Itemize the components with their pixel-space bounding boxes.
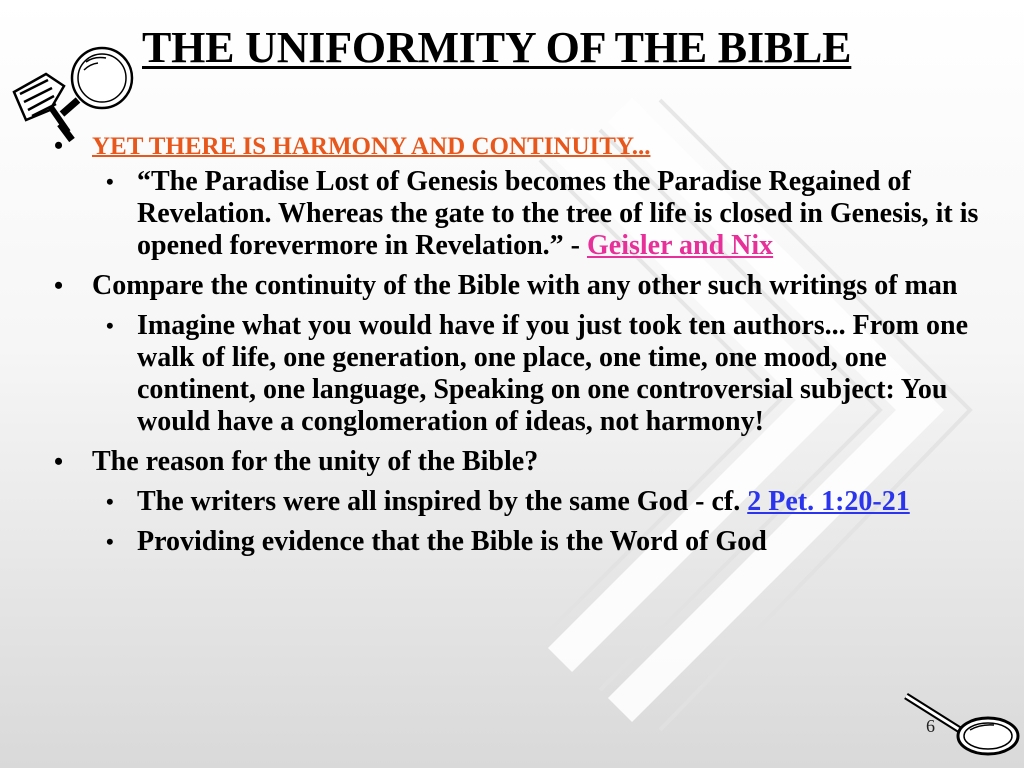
- magnifying-glass-hand-icon: [6, 40, 138, 144]
- bullet-marker: •: [54, 131, 64, 160]
- sub-bullet-evidence: [40, 526, 1010, 558]
- scripture-reference-link[interactable]: 2 Pet. 1:20-21: [747, 486, 910, 517]
- bullet-marker: •: [106, 169, 114, 194]
- bullet-list: [40, 130, 1010, 566]
- sub-bullet-paradise-quote: [40, 166, 1010, 262]
- sub-bullet-imagine-authors: [40, 310, 1010, 438]
- bullet-marker: •: [106, 489, 114, 514]
- slide-title: THE UNIFORMITY OF THE BIBLE: [142, 23, 852, 72]
- bullet-compare-continuity: [40, 270, 1010, 302]
- magnifying-glass-icon: [902, 690, 1022, 760]
- bullet-marker: •: [106, 313, 114, 338]
- harmony-heading: YET THERE IS HARMONY AND CONTINUITY...: [92, 133, 651, 160]
- bullet-marker: •: [106, 529, 114, 554]
- bullet-marker: •: [54, 447, 64, 476]
- paradise-quote-text: “The Paradise Lost of Genesis becomes the Paradise Regained of Revelation. Whereas the gate to the tree of life is closed in Genesis, it is opened forevermore in Revelation.” -: [137, 166, 979, 261]
- geisler-nix-link[interactable]: Geisler and Nix: [586, 230, 774, 261]
- bullet-reason-unity: [40, 446, 1010, 478]
- imagine-authors-text: Imagine what you would have if you just took ten authors... From one walk of life, one generation, one place, one time, one mood, one continent, one language, Speaking on one controversial subject: You would have a conglomeration of ideas, not harmony!: [137, 310, 968, 437]
- reason-unity-text: The reason for the unity of the Bible?: [92, 446, 539, 477]
- inspired-writers-text: The writers were all inspired by the same God - cf.: [137, 486, 748, 517]
- evidence-text: Providing evidence that the Bible is the Word of God: [137, 526, 767, 557]
- bullet-marker: •: [54, 271, 64, 300]
- bullet-harmony: [40, 130, 1010, 162]
- compare-continuity-text: Compare the continuity of the Bible with any other such writings of man: [92, 270, 958, 301]
- slide-number: 6: [926, 716, 935, 736]
- sub-bullet-inspired-writers: [40, 486, 1010, 518]
